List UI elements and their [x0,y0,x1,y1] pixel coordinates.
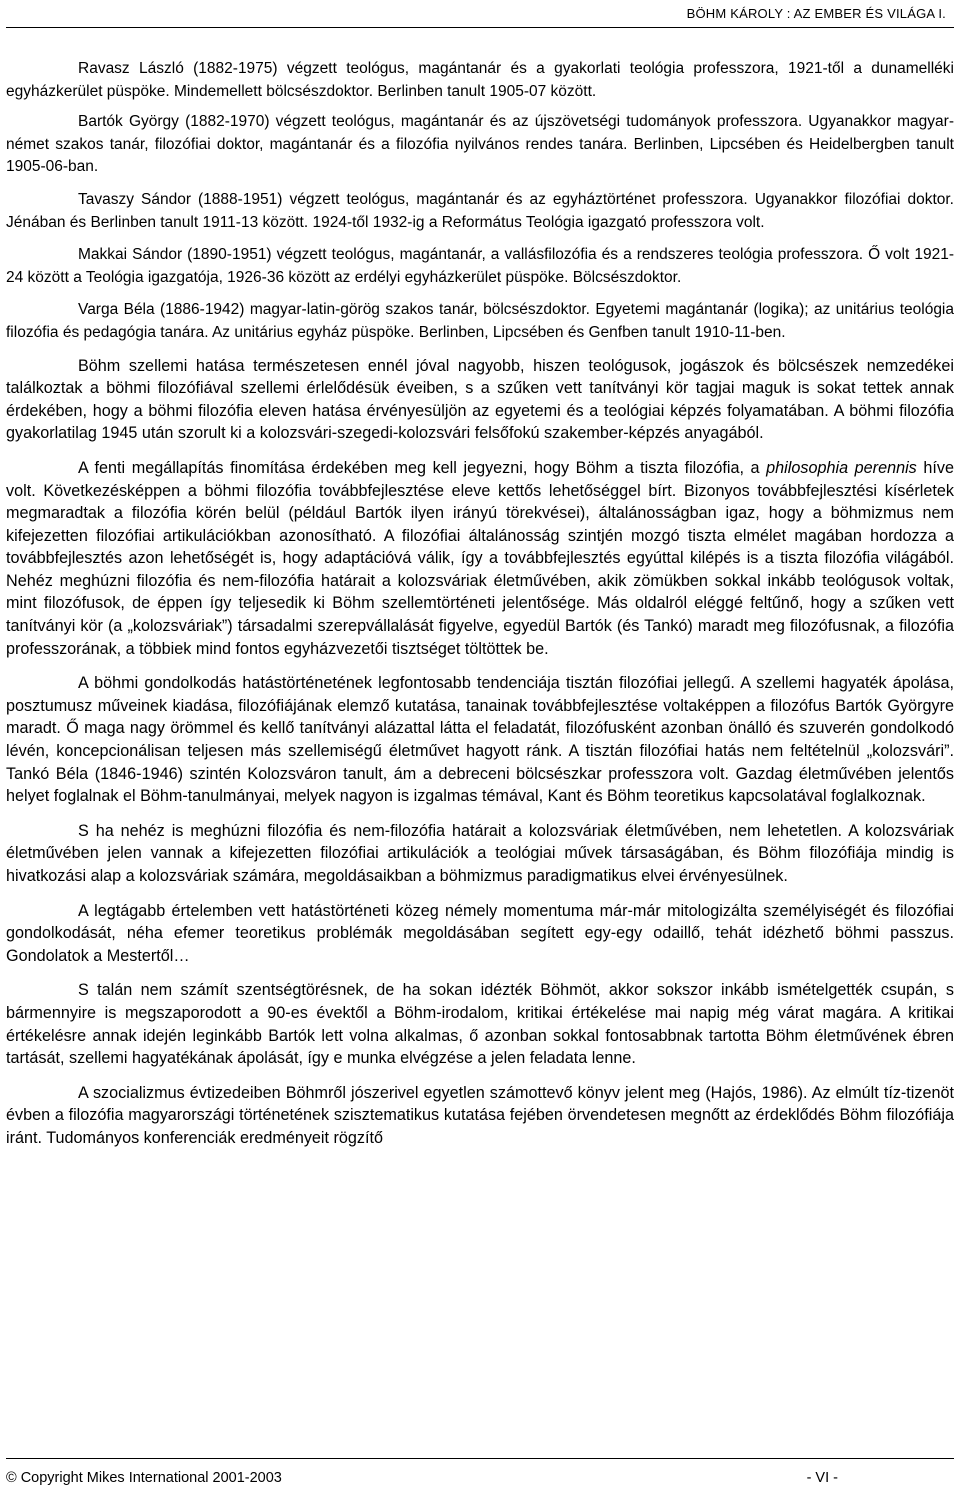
paragraph-bartok: Bartók György (1882-1970) végzett teológus, magántanár és az újszövetségi tudományok professzora. Ugyanakkor magyar-német szakos tanár, filozófiai doktor, magántanár és a filozófia nyilvános rendes tanára. Berlinben, Lipcsében és Heidelbergben tanult 1905-06-ban. [6,113,954,176]
italic-term: philosophia perennis [766,458,917,477]
paragraph-philosophia-perennis [6,457,954,660]
document-body [6,58,954,1162]
running-header: BÖHM KÁROLY : AZ EMBER ÉS VILÁGA I. [686,6,946,21]
footer-divider [6,1458,954,1459]
paragraph-makkai: Makkai Sándor (1890-1951) végzett teológus, magántanár, a vallásfilozófia és a rendszeres teológia professzora. Ő volt 1921-24 között a Teológia igazgatója, 1926-36 között az erdélyi egyházkerület püspöke. Bölcsészdoktor. [6,246,954,286]
paragraph-varga: Varga Béla (1886-1942) magyar-latin-görög szakos tanár, bölcsészdoktor. Egyetemi magántanár (logika); az unitárius teológia filozófia és pedagógia tanára. Az unitárius egyház püspöke. Berlinben, Lipcsében és Genfben tanult 1910-11-ben. [6,301,954,341]
paragraph-text-part: híve volt. Következésképpen a böhmi filozófia továbbfejlesztése eleve kettős lehetőséggel bírt. Bizonyos továbbfejlesztési kísérletek megmaradtak a filozófia körén belül (például Bartók ilyen irányú törekvései), általánosságban igaz, hogy a böhmizmus nem kifejezetten filozófiai artikulációkban azonosítható. A filozófiai általánosság szintjén mozgó tiszta elmélet magában hordozza a továbbfejlesztés azon lehetőségét is, hogy adaptációvá válik, így a továbbfejlesztés egyúttal kilépés is a tiszta filozófia világából. Nehéz meghúzni filozófia és nem-filozófia határait a kolozsváriak életművében, akik zömükben sokkal inkább teológusok voltak, mint filozófusok, de éppen így teljesedik ki Böhm szellemtörténeti jelentősége. Más oldalról eléggé feltűnő, hogy a szűken vett tanítványi kör (a „kolozsváriak”) társadalmi szerepvállalását figyelve, egyedül Bartók (és Tankó) maradt meg filozófusnak, a filozófia professzorának, a többiek mind fontos egyházvezetői tisztséget töltöttek be. [6,458,954,658]
paragraph-critical-evaluation: S talán nem számít szentségtörésnek, de ha sokan idézték Böhmöt, akkor sokszor inkább ismételgették csupán, s bármennyire is megszaporodott a 90-es évektől a Böhm-irodalom, kritikai értékelése mai napig még várat magára. A kritikai értékelésre annak idején leginkább Bartók lett volna alkalmas, ő azonban sokkal fontosabbnak tartotta Böhm életművének ébren tartását, szellemi hagyatékának ápolását, így e munka elvégzése a jelen feladata lenne. [6,981,954,1068]
paragraph-tavaszy: Tavaszy Sándor (1888-1951) végzett teológus, magántanár és az egyháztörténet professzora. Ugyanakkor filozófiai doktor. Jénában és Berlinben tanult 1911-13 között. 1924-től 1932-ig a Református Teológia igazgató professzora volt. [6,190,954,231]
page-number: - VI - [806,1470,838,1486]
header-divider [6,27,954,28]
paragraph-bohm-influence: Böhm szellemi hatása természetesen ennél jóval nagyobb, hiszen teológusok, jogászok és bölcsészek nemzedékei találkoztak a böhmi filozófiával szellemi érlelődésük éveiben, s a szűken vett tanítványi kör tagjai maguk is sokat tettek annak érdekében, hogy a böhmi filozófia eleven hatása érvényesüljön az egyetemi és a teológiai képzés folyamatában. A böhmi filozófia gyakorlatilag 1945 után szorult ki a kolozsvári-szegedi-kolozsvári felsőfokú szakember-képzés anyagából. [6,356,954,443]
paragraph-boundaries: S ha nehéz is meghúzni filozófia és nem-filozófia határait a kolozsváriak életművében, nem lehetetlen. A kolozsváriak életművében jelen vannak a kifejezetten filozófiai artikulációk a teológiai művek társaságában, és Böhm filozófiája mindig is hivatkozási alap a kolozsváriak számára, megoldásaikban a böhmizmus paradigmatikus elvei érvényesülnek. [6,821,954,885]
paragraph-ravasz: Ravasz László (1882-1975) végzett teológus, magántanár és a gyakorlati teológia professzora, 1921-től a dunamelléki egyházkerület püspöke. Mindemellett bölcsészdoktor. Berlinben tanult 1905-07 között. [6,60,954,100]
paragraph-text-part: A fenti megállapítás finomítása érdekében meg kell jegyezni, hogy Böhm a tiszta filozófia, a [78,458,767,477]
paragraph-mythologizing: A legtágabb értelemben vett hatástörténeti közeg némely momentuma már-már mitologizálta személyiségét és filozófiai gondolkodását, néha efemer teoretikus problémák megoldásában segített egy-egy odaillő, tehát idézhető böhmi passzus. Gondolatok a Mestertől… [6,901,954,965]
paragraph-socialism-era: A szocializmus évtizedeiben Böhmről jószerivel egyetlen számottevő könyv jelent meg (Hajós, 1986). Az elmúlt tíz-tizenöt évben a filozófia magyarországi történetének szisztematikus kutatása fejében örvendetesen megnőtt az érdeklődés Böhm filozófiája iránt. Tudományos konferenciák eredményeit rögzítő [6,1083,954,1147]
paragraph-reception-history: A böhmi gondolkodás hatástörténetének legfontosabb tendenciája tisztán filozófiai jellegű. A szellemi hagyaték ápolása, posztumusz műveinek kiadása, filozófiájának elemző kutatása, tanainak továbbfejlesztése voltaképpen a filozófus Bartók Györgyre maradt. Ő maga nagy örömmel és kellő tanítványi alázattal látta el feladatát, filozófusként azonban önálló és szuverén gondolkodó lévén, koncepcionálisan teljesen más szellemiségű életművet hagyott ránk. A tisztán filozófiai hatás nem feltételnül „kolozsvári”. Tankó Béla (1846-1946) szintén Kolozsváron tanult, ám a debreceni bölcsészkar professzora volt. Gazdag életművében jelentős helyet foglalnak el Böhm-tanulmányai, melyek nagyon is izgalmas témával, Kant és Böhm teoretikus kapcsolatával foglalkoznak. [6,674,954,806]
copyright-notice: © Copyright Mikes International 2001-2003 [6,1470,282,1486]
